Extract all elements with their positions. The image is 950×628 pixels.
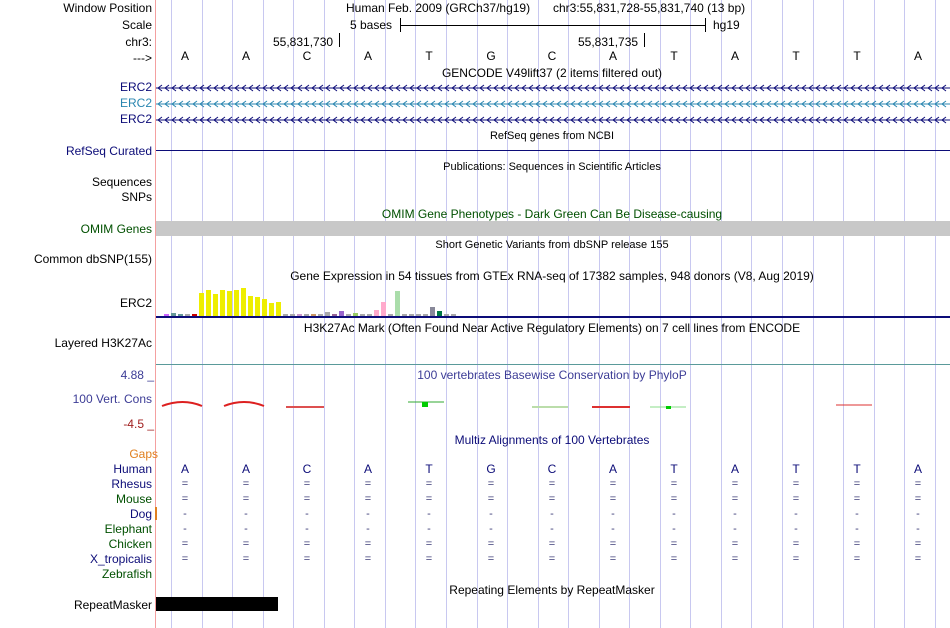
alignment-char: - xyxy=(672,523,676,535)
gtex-tissue-bar[interactable] xyxy=(227,291,232,316)
alignment-char: - xyxy=(366,508,370,520)
coord-tick-mark-2 xyxy=(644,33,645,47)
alignment-char: T xyxy=(792,462,800,476)
gtex-tissue-bar[interactable] xyxy=(395,291,400,316)
sequences-label[interactable]: Sequences xyxy=(91,175,152,189)
alignment-char: = xyxy=(853,478,861,490)
alignment-char: = xyxy=(425,553,433,565)
conservation-title[interactable]: 100 vertebrates Basewise Conservation by PhyloP xyxy=(417,368,687,382)
coord-tick-2: 55,831,735 xyxy=(578,35,639,49)
alignment-char: = xyxy=(731,478,739,490)
alignment-char: = xyxy=(914,553,922,565)
alignment-char: A xyxy=(730,462,739,476)
alignment-char: A xyxy=(913,462,922,476)
base-letter: A xyxy=(180,49,189,63)
alignment-char: = xyxy=(548,493,556,505)
alignment-char: = xyxy=(609,493,617,505)
alignment-char: = xyxy=(670,553,678,565)
snps-label[interactable]: SNPs xyxy=(121,190,152,204)
omim-label[interactable]: OMIM Genes xyxy=(80,222,152,236)
alignment-char: = xyxy=(609,553,617,565)
alignment-char: = xyxy=(181,478,189,490)
alignment-char: = xyxy=(364,493,372,505)
base-letter: T xyxy=(792,49,800,63)
alignment-char: - xyxy=(183,523,187,535)
alignment-char: = xyxy=(181,538,189,550)
window-position-label: Window Position xyxy=(63,1,152,15)
gtex-tissue-bar[interactable] xyxy=(199,293,204,316)
alignment-char: = xyxy=(792,493,800,505)
species-label[interactable]: Rhesus xyxy=(111,477,152,491)
alignment-char: = xyxy=(548,553,556,565)
gencode-item-1-label[interactable]: ERC2 xyxy=(119,80,152,94)
base-letter: A xyxy=(913,49,922,63)
alignment-char: = xyxy=(425,493,433,505)
alignment-char: = xyxy=(914,478,922,490)
gtex-barchart[interactable] xyxy=(156,283,950,317)
species-label[interactable]: Elephant xyxy=(104,522,152,536)
base-letter: A xyxy=(608,49,617,63)
alignment-char: = xyxy=(792,553,800,565)
alignment-char: - xyxy=(244,508,248,520)
alignment-char: T xyxy=(853,462,861,476)
scale-label: Scale xyxy=(121,18,152,32)
base-letter: T xyxy=(425,49,433,63)
strand-label: ---> xyxy=(133,51,152,65)
base-letter: T xyxy=(670,49,678,63)
alignment-char: - xyxy=(183,508,187,520)
alignment-char: = xyxy=(242,538,250,550)
base-letter: C xyxy=(302,49,312,63)
species-label[interactable]: Mouse xyxy=(115,492,152,506)
alignment-char: = xyxy=(792,478,800,490)
chr-label: chr3: xyxy=(125,35,152,49)
conservation-min: -4.5 _ xyxy=(123,417,154,431)
omim-title[interactable]: OMIM Gene Phenotypes - Dark Green Can Be Disease-causing xyxy=(381,207,723,221)
scale-bar xyxy=(400,18,706,32)
base-letter: G xyxy=(486,49,496,63)
alignment-char: = xyxy=(487,493,495,505)
refseq-title[interactable]: RefSeq genes from NCBI xyxy=(489,130,615,142)
alignment-char: = xyxy=(731,538,739,550)
gtex-tissue-bar[interactable] xyxy=(430,307,435,316)
refseq-gene-line[interactable] xyxy=(156,150,950,151)
gtex-tissue-bar[interactable] xyxy=(220,290,225,316)
multiz-title[interactable]: Multiz Alignments of 100 Vertebrates xyxy=(454,433,650,447)
repeatmasker-element[interactable] xyxy=(156,597,278,611)
base-letter: A xyxy=(730,49,739,63)
dbsnp-label[interactable]: Common dbSNP(155) xyxy=(33,252,152,266)
alignment-char: A xyxy=(180,462,189,476)
gtex-tissue-bar[interactable] xyxy=(241,288,246,316)
alignment-char: = xyxy=(425,478,433,490)
gtex-tissue-bar[interactable] xyxy=(269,303,274,316)
alignment-char: = xyxy=(853,553,861,565)
gtex-tissue-bar[interactable] xyxy=(234,290,239,316)
publications-title[interactable]: Publications: Sequences in Scientific Articles xyxy=(443,161,661,173)
coord-tick-mark-1 xyxy=(339,33,340,47)
repeatmasker-title[interactable]: Repeating Elements by RepeatMasker xyxy=(449,583,655,597)
alignment-char: = xyxy=(609,478,617,490)
base-letter: A xyxy=(363,49,372,63)
alignment-char: = xyxy=(548,538,556,550)
alignment-char: = xyxy=(853,493,861,505)
conservation-label[interactable]: 100 Vert. Cons xyxy=(72,392,152,406)
alignment-char: = xyxy=(670,478,678,490)
alignment-char: - xyxy=(794,508,798,520)
gencode-item-3-label[interactable]: ERC2 xyxy=(119,112,152,126)
species-label[interactable]: Human xyxy=(113,462,152,476)
gtex-tissue-bar[interactable] xyxy=(248,296,253,316)
alignment-char: - xyxy=(794,523,798,535)
alignment-char: = xyxy=(364,538,372,550)
alignment-char: - xyxy=(855,508,859,520)
species-label[interactable]: Chicken xyxy=(108,537,152,551)
gtex-tissue-bar[interactable] xyxy=(276,302,281,316)
gencode-transcripts[interactable] xyxy=(156,80,950,126)
gtex-tissue-bar[interactable] xyxy=(206,290,211,316)
base-letter: T xyxy=(853,49,861,63)
gtex-tissue-bar[interactable] xyxy=(255,297,260,316)
alignment-char: C xyxy=(547,462,557,476)
alignment-char: = xyxy=(242,478,250,490)
species-label[interactable]: X_tropicalis xyxy=(89,552,152,566)
alignment-char: - xyxy=(489,523,493,535)
alignment-char: = xyxy=(487,478,495,490)
alignment-char: = xyxy=(670,493,678,505)
alignment-char: - xyxy=(305,508,309,520)
alignment-char: T xyxy=(425,462,433,476)
alignment-char: - xyxy=(550,523,554,535)
alignment-char: = xyxy=(914,538,922,550)
omim-gene-bar[interactable] xyxy=(156,221,950,236)
alignment-char: - xyxy=(733,523,737,535)
alignment-char: - xyxy=(855,523,859,535)
species-label[interactable]: Zebrafish xyxy=(101,567,152,581)
gtex-tissue-bar[interactable] xyxy=(262,299,267,316)
conservation-max: 4.88 _ xyxy=(120,368,154,382)
alignment-char: = xyxy=(303,538,311,550)
gtex-tissue-bar[interactable] xyxy=(381,302,386,316)
alignment-char: = xyxy=(242,493,250,505)
alignment-char: = xyxy=(425,538,433,550)
alignment-char: - xyxy=(427,508,431,520)
alignment-char: - xyxy=(427,523,431,535)
conservation-plot[interactable] xyxy=(156,396,950,414)
gtex-tissue-bar[interactable] xyxy=(213,294,218,316)
gaps-label[interactable]: Gaps xyxy=(129,447,158,461)
dog-gap-marker xyxy=(155,507,157,520)
h3k27ac-label[interactable]: Layered H3K27Ac xyxy=(54,336,152,350)
gtex-baseline xyxy=(156,316,950,318)
alignment-char: = xyxy=(731,493,739,505)
alignment-char: = xyxy=(670,538,678,550)
alignment-char: A xyxy=(241,462,250,476)
alignment-char: - xyxy=(305,523,309,535)
h3k27ac-title[interactable]: H3K27Ac Mark (Often Found Near Active Regulatory Elements) on 7 cell lines from ENCODE xyxy=(303,321,801,335)
alignment-char: T xyxy=(670,462,678,476)
gencode-item-2-label[interactable]: ERC2 xyxy=(119,96,152,110)
alignment-char: A xyxy=(363,462,372,476)
alignment-char: - xyxy=(366,523,370,535)
base-letter: A xyxy=(241,49,250,63)
gtex-label[interactable]: ERC2 xyxy=(119,296,152,310)
dbsnp-title[interactable]: Short Genetic Variants from dbSNP release 155 xyxy=(435,239,669,251)
alignment-char: = xyxy=(242,553,250,565)
alignment-char: = xyxy=(181,493,189,505)
alignment-char: = xyxy=(792,538,800,550)
alignment-char: = xyxy=(914,493,922,505)
gencode-title[interactable]: GENCODE V49lift37 (2 items filtered out) xyxy=(441,66,663,80)
db-label: hg19 xyxy=(713,18,740,32)
alignment-char: A xyxy=(608,462,617,476)
alignment-char: - xyxy=(611,523,615,535)
position-readout: chr3:55,831,728-55,831,740 (13 bp) xyxy=(553,1,746,15)
alignment-char: = xyxy=(609,538,617,550)
alignment-char: = xyxy=(853,538,861,550)
alignment-char: = xyxy=(303,553,311,565)
gtex-title[interactable]: Gene Expression in 54 tissues from GTEx RNA-seq of 17382 samples, 948 donors (V8, Aug 2019) xyxy=(290,269,814,283)
alignment-char: = xyxy=(487,538,495,550)
alignment-char: - xyxy=(244,523,248,535)
h3k27ac-baseline xyxy=(156,364,950,365)
alignment-char: = xyxy=(303,478,311,490)
alignment-char: = xyxy=(303,493,311,505)
alignment-char: - xyxy=(916,523,920,535)
alignment-char: = xyxy=(731,553,739,565)
scale-text: 5 bases xyxy=(350,18,393,32)
alignment-char: = xyxy=(364,478,372,490)
alignment-char: - xyxy=(916,508,920,520)
alignment-char: = xyxy=(181,553,189,565)
alignment-char: = xyxy=(487,553,495,565)
base-letter: C xyxy=(547,49,557,63)
alignment-char: G xyxy=(486,462,496,476)
alignment-char: - xyxy=(733,508,737,520)
alignment-char: - xyxy=(550,508,554,520)
repeatmasker-label[interactable]: RepeatMasker xyxy=(73,598,152,612)
alignment-char: - xyxy=(672,508,676,520)
alignment-char: = xyxy=(548,478,556,490)
refseq-label[interactable]: RefSeq Curated xyxy=(65,144,152,158)
species-label[interactable]: Dog xyxy=(129,507,152,521)
alignment-char: = xyxy=(364,553,372,565)
coord-tick-1: 55,831,730 xyxy=(273,35,334,49)
assembly-title: Human Feb. 2009 (GRCh37/hg19) xyxy=(346,1,531,15)
alignment-char: - xyxy=(489,508,493,520)
alignment-char: - xyxy=(611,508,615,520)
alignment-char: C xyxy=(302,462,312,476)
